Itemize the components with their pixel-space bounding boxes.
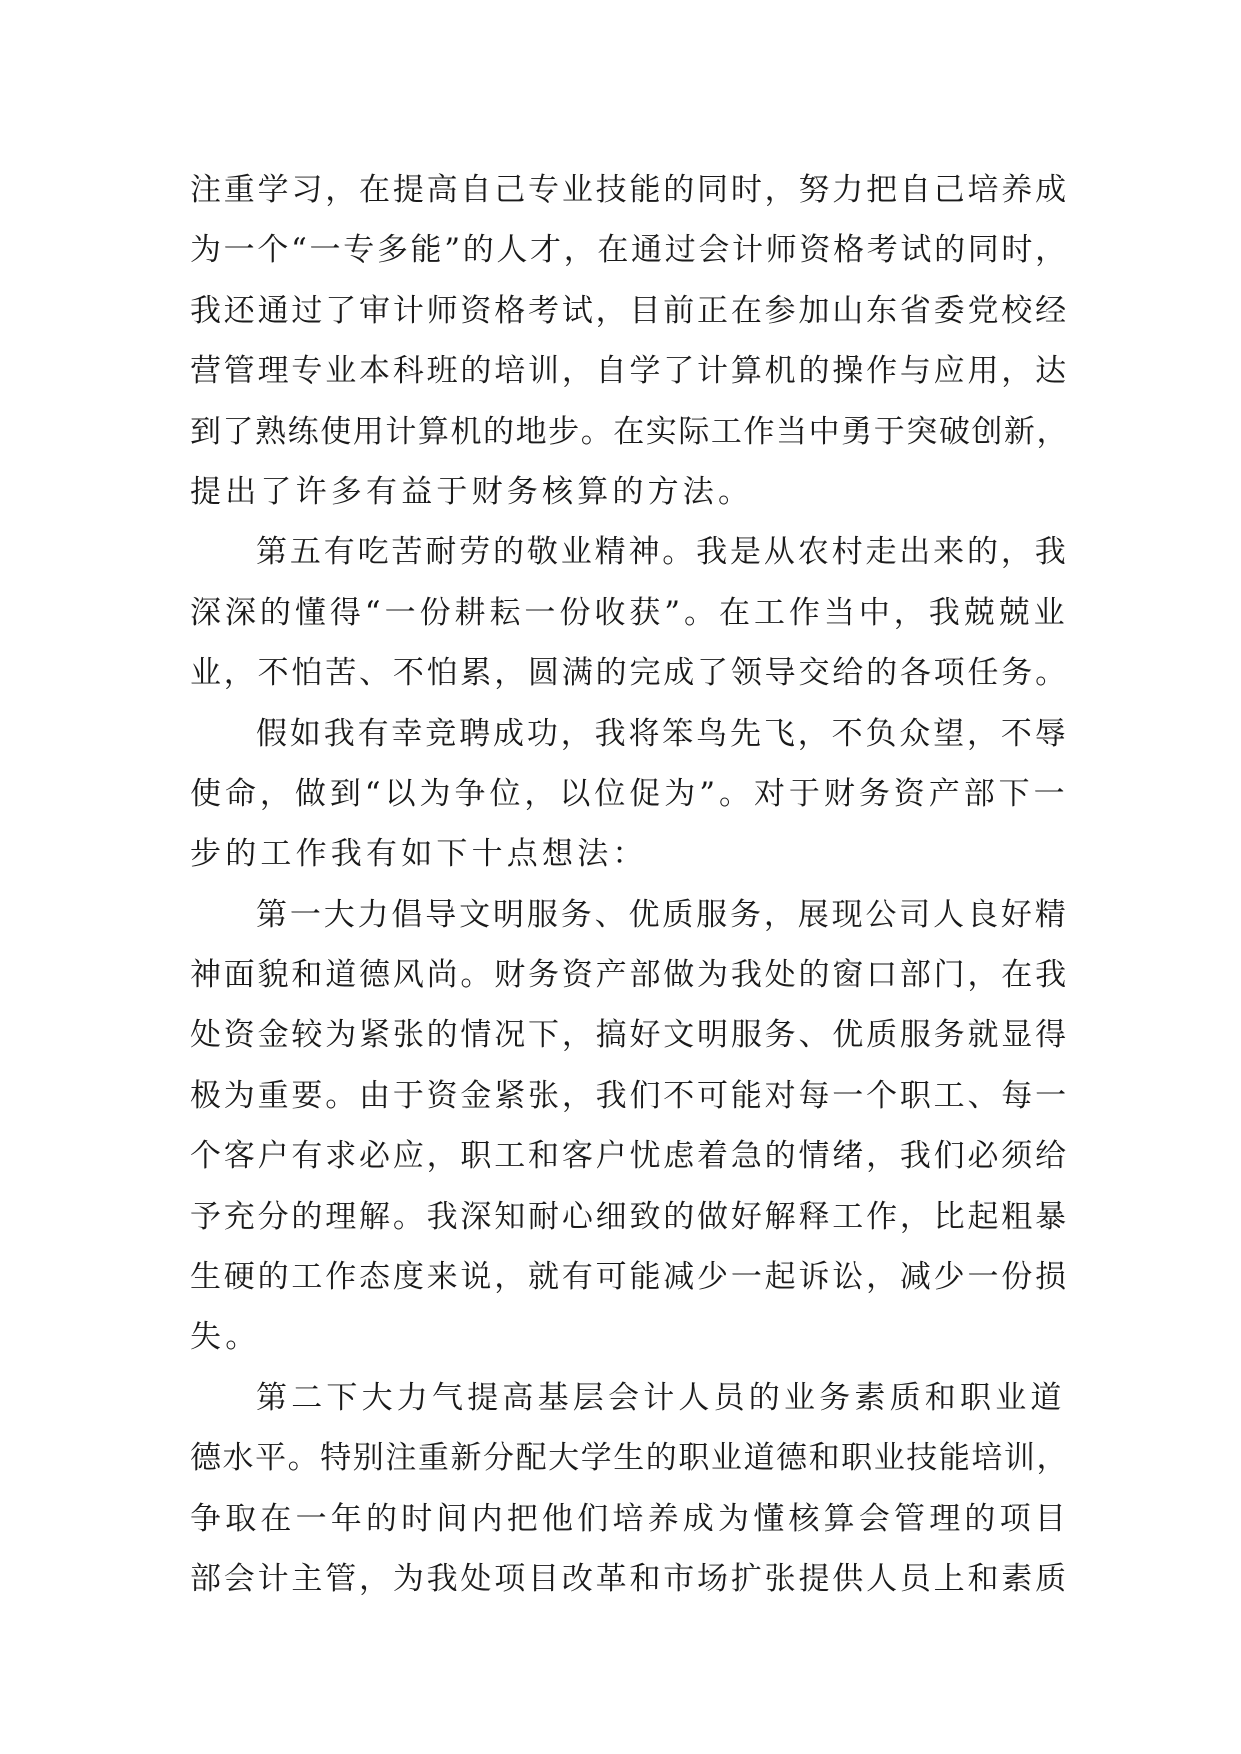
text-line: 生硬的工作态度来说，就有可能减少一起诉讼，减少一份损 <box>190 1259 1069 1296</box>
text-line: 业，不怕苦、不怕累，圆满的完成了领导交给的各项任务。 <box>190 655 1069 692</box>
text-line: 极为重要。由于资金紧张，我们不可能对每一个职工、每一 <box>190 1077 1069 1114</box>
paragraph-first-line: 假如我有幸竞聘成功，我将笨鸟先飞，不负众望，不辱 <box>256 715 1069 752</box>
body-text <box>190 160 1070 1609</box>
text-line: 予充分的理解。我深知耐心细致的做好解释工作，比起粗暴 <box>190 1198 1069 1235</box>
text-line: 为一个“一专多能”的人才，在通过会计师资格考试的同时， <box>190 232 1069 269</box>
text-line: 到了熟练使用计算机的地步。在实际工作当中勇于突破创新， <box>190 413 1070 450</box>
text-line: 部会计主管，为我处项目改革和市场扩张提供人员上和素质 <box>190 1560 1069 1597</box>
text-line: 争取在一年的时间内把他们培养成为懂核算会管理的项目 <box>190 1500 1070 1537</box>
text-line: 德水平。特别注重新分配大学生的职业道德和职业技能培训， <box>190 1440 1070 1477</box>
text-line: 注重学习，在提高自己专业技能的同时，努力把自己培养成 <box>190 172 1069 208</box>
paragraph-first-line: 第二下大力气提高基层会计人员的业务素质和职业道 <box>256 1379 1066 1416</box>
text-line: 神面貌和道德风尚。财务资产部做为我处的窗口部门，在我 <box>190 957 1069 994</box>
text-line: 营管理专业本科班的培训，自学了计算机的操作与应用，达 <box>190 353 1069 390</box>
text-line: 深深的懂得“一份耕耘一份收获”。在工作当中，我兢兢业 <box>190 594 1069 631</box>
paragraph-first-line: 第一大力倡导文明服务、优质服务，展现公司人良好精 <box>256 896 1069 933</box>
text-line: 处资金较为紧张的情况下，搞好文明服务、优质服务就显得 <box>190 1017 1069 1054</box>
text-line: 失。 <box>190 1319 261 1356</box>
text-line: 使命，做到“以为争位，以位促为”。对于财务资产部下一 <box>190 775 1069 812</box>
text-line: 步的工作我有如下十点想法： <box>190 836 648 873</box>
paragraph-first-line: 第五有吃苦耐劳的敬业精神。我是从农村走出来的，我 <box>256 534 1069 571</box>
text-line: 个客户有求必应，职工和客户忧虑着急的情绪，我们必须给 <box>190 1138 1069 1175</box>
text-line: 提出了许多有益于财务核算的方法。 <box>190 473 754 510</box>
text-line: 我还通过了审计师资格考试，目前正在参加山东省委党校经 <box>190 292 1069 329</box>
